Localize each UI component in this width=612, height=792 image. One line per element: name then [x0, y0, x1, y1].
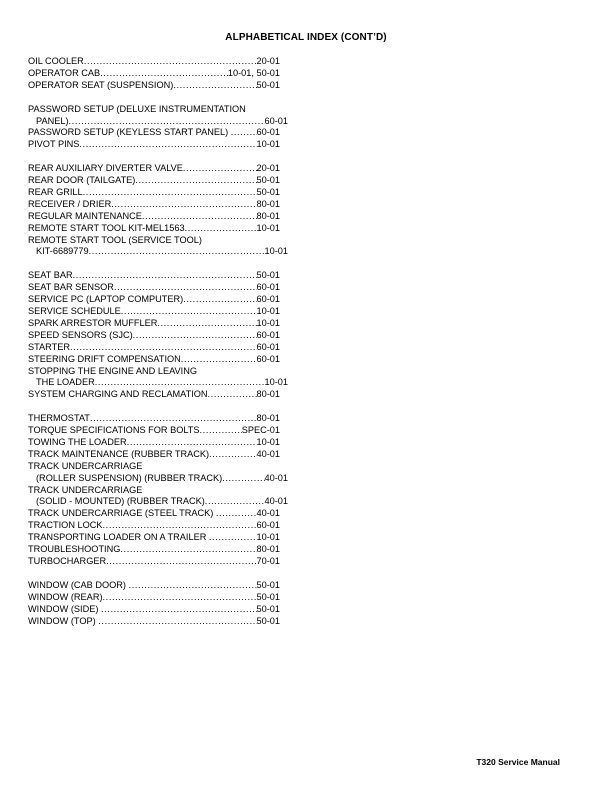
index-entry	[28, 449, 280, 461]
index-entry-page: 60-01	[256, 282, 280, 293]
dot-leader	[183, 294, 256, 306]
dot-leader	[84, 56, 257, 68]
dot-leader	[73, 270, 257, 282]
index-entry-name: STEERING DRIFT COMPENSATION	[28, 353, 181, 364]
dot-leader	[98, 616, 256, 628]
index-entry	[28, 246, 288, 258]
index-entry	[28, 127, 280, 139]
index-entry	[28, 520, 280, 532]
index-entry-name: SPARK ARRESTOR MUFFLER	[28, 317, 158, 328]
index-entry-name: SYSTEM CHARGING AND RECLAMATION	[28, 389, 208, 400]
index-entry-page: 50-01	[256, 603, 280, 614]
index-entry	[28, 56, 280, 68]
index-entry	[28, 437, 280, 449]
index-entry-page: 10-01	[264, 377, 288, 388]
dot-leader	[173, 80, 256, 92]
index-entry-page: 10-01	[256, 222, 280, 233]
dot-leader	[127, 437, 257, 449]
dot-leader	[90, 413, 257, 425]
index-entry-name: RECEIVER / DRIER	[28, 198, 112, 209]
index-entry	[28, 496, 288, 508]
index-entry	[28, 294, 280, 306]
index-entry-name: REAR DOOR (TAILGATE)	[28, 175, 136, 186]
dot-leader	[208, 389, 257, 401]
dot-leader	[135, 175, 256, 187]
index-entry	[28, 592, 280, 604]
index-entry-name: TRACK UNDERCARRIAGE (STEEL TRACK)	[28, 508, 216, 519]
index-entry-page: 80-01	[256, 198, 280, 209]
index-entry-name: REGULAR MAINTENANCE	[28, 210, 142, 221]
index-entry	[28, 115, 288, 128]
dot-leader	[231, 127, 257, 139]
dot-leader	[120, 544, 256, 556]
index-entry-heading: STOPPING THE ENGINE AND LEAVING	[28, 365, 197, 376]
index-entry-page: 10-01	[256, 532, 280, 543]
index-entry-name: SEAT BAR	[28, 270, 73, 281]
index-entry	[28, 306, 280, 318]
index-entry-page: 40-01	[256, 448, 280, 459]
index-entry-page: 60-01	[256, 520, 280, 531]
index-entry-page: 60-01	[264, 115, 288, 126]
index-entry-page: 60-01	[256, 341, 280, 352]
index-entry-name: (SOLID - MOUNTED) (RUBBER TRACK)	[36, 496, 205, 507]
index-entry	[28, 508, 280, 520]
index-entry-name: KIT-6689779	[36, 246, 89, 257]
index-entry-heading: TRACK UNDERCARRIAGE	[28, 460, 143, 471]
index-entry	[28, 616, 280, 628]
index-group	[28, 103, 288, 152]
index-entry	[28, 532, 280, 544]
index-entry-name: PANEL)	[36, 115, 69, 126]
index-entry-name: THERMOSTAT	[28, 413, 90, 424]
dot-leader	[100, 68, 228, 80]
index-entry	[28, 80, 280, 92]
index-entry-page: 60-01	[256, 127, 280, 138]
index-entry-name: OPERATOR SEAT (SUSPENSION)	[28, 79, 174, 90]
index-entry-name: (ROLLER SUSPENSION) (RUBBER TRACK)	[36, 472, 223, 483]
index-entry-name: OPERATOR CAB	[28, 67, 101, 78]
index-entry-name: SERVICE SCHEDULE	[28, 305, 121, 316]
dot-leader	[83, 187, 257, 199]
index-entry-page: 50-01	[256, 79, 280, 90]
index-entry-name: TRACK MAINTENANCE (RUBBER TRACK)	[28, 448, 210, 459]
index-group	[28, 163, 288, 258]
index-entry-page: 10-01	[256, 317, 280, 328]
index-entry-name: TORQUE SPECIFICATIONS FOR BOLTS	[28, 425, 200, 436]
index-group	[28, 270, 288, 401]
index-entry	[28, 354, 280, 366]
index-entry	[28, 68, 280, 80]
dot-leader	[95, 377, 265, 389]
dot-leader	[181, 354, 257, 366]
index-entry-page: 50-01	[256, 591, 280, 602]
index-entry-name: STARTER	[28, 341, 71, 352]
index-entry-page: 10-01	[256, 139, 280, 150]
index-entry-page: 40-01	[264, 496, 288, 507]
index-entry-name: TRANSPORTING LOADER ON A TRAILER	[28, 532, 209, 543]
index-entry-page: 80-01	[256, 389, 280, 400]
dot-leader	[200, 425, 242, 437]
index-entry-page: 70-01	[256, 556, 280, 566]
index-entry	[28, 223, 280, 235]
index-entry-name: THE LOADER	[36, 377, 95, 388]
dot-leader	[129, 580, 257, 592]
index-entry-name: REMOTE START TOOL KIT-MEL1563	[28, 222, 185, 233]
index-list	[28, 56, 288, 639]
index-entry	[28, 330, 280, 342]
index-entry	[28, 199, 280, 211]
footer-manual-title: T320 Service Manual	[476, 757, 560, 767]
index-entry-name: SEAT BAR SENSOR	[28, 282, 114, 293]
index-entry-name: WINDOW (SIDE)	[28, 603, 101, 614]
index-entry	[28, 163, 280, 175]
dot-leader	[121, 306, 257, 318]
dot-leader	[157, 318, 256, 330]
index-entry-page: SPEC-01	[241, 425, 280, 436]
index-entry-page: 50-01	[256, 579, 280, 590]
dot-leader	[69, 116, 265, 128]
index-entry-name: WINDOW (TOP)	[28, 615, 99, 626]
index-entry-name: TURBOCHARGER	[28, 556, 107, 566]
index-entry-heading: TRACK UNDERCARRIAGE	[28, 484, 143, 495]
index-group	[28, 580, 280, 628]
dot-leader	[103, 592, 257, 604]
index-entry	[28, 282, 280, 294]
dot-leader	[185, 223, 257, 235]
index-entry-name: SERVICE PC (LAPTOP COMPUTER)	[28, 294, 184, 305]
index-entry	[28, 270, 280, 282]
page-title: ALPHABETICAL INDEX (CONT’D)	[225, 32, 387, 43]
index-group	[28, 56, 280, 92]
index-entry-page: 80-01	[256, 544, 280, 555]
index-entry-name: PASSWORD SETUP (KEYLESS START PANEL)	[28, 127, 231, 138]
dot-leader	[114, 282, 257, 294]
index-entry-page: 10-01, 50-01	[227, 67, 280, 78]
dot-leader	[209, 449, 256, 461]
dot-leader	[183, 163, 257, 175]
index-entry-page: 40-01	[264, 472, 288, 483]
index-entry-page: 20-01	[256, 56, 280, 66]
index-entry-page: 60-01	[256, 353, 280, 364]
dot-leader	[70, 342, 256, 354]
index-entry-page: 10-01	[256, 436, 280, 447]
dot-leader	[79, 139, 256, 151]
index-entry-page: 60-01	[256, 294, 280, 305]
index-entry-page: 60-01	[256, 329, 280, 340]
dot-leader	[111, 199, 256, 211]
index-entry-page: 80-01	[256, 210, 280, 221]
index-entry-page: 10-01	[256, 305, 280, 316]
index-entry-name: SPEED SENSORS (SJC)	[28, 329, 133, 340]
dot-leader	[106, 556, 256, 568]
index-entry-name: REAR AUXILIARY DIVERTER VALVE	[28, 163, 183, 174]
dot-leader	[222, 473, 264, 485]
index-entry-page: 50-01	[256, 186, 280, 197]
dot-leader	[103, 520, 257, 532]
index-entry	[28, 580, 280, 592]
index-entry	[28, 187, 280, 199]
index-entry	[28, 472, 288, 485]
index-entry-page: 50-01	[256, 175, 280, 186]
index-entry-name: REAR GRILL	[28, 186, 83, 197]
index-entry	[28, 342, 280, 354]
index-entry	[28, 175, 280, 187]
index-entry-name: TOWING THE LOADER	[28, 436, 127, 447]
dot-leader	[209, 532, 257, 544]
index-entry-page: 10-01	[264, 246, 288, 257]
index-entry-page: 20-01	[256, 163, 280, 174]
index-entry-name: WINDOW (REAR)	[28, 591, 103, 602]
index-entry-heading: REMOTE START TOOL (SERVICE TOOL)	[28, 234, 202, 245]
index-entry	[28, 389, 280, 401]
index-entry	[28, 413, 280, 425]
index-entry-name: PIVOT PINS	[28, 139, 80, 150]
index-entry-page: 80-01	[256, 413, 280, 424]
index-entry	[28, 211, 280, 223]
dot-leader	[205, 496, 265, 508]
index-entry-name: OIL COOLER	[28, 56, 84, 66]
index-entry-page: 50-01	[256, 615, 280, 626]
index-entry	[28, 318, 280, 330]
dot-leader	[101, 604, 257, 616]
index-entry-name: WINDOW (CAB DOOR)	[28, 579, 129, 590]
index-entry-name: TRACTION LOCK	[28, 520, 103, 531]
dot-leader	[89, 246, 265, 258]
index-entry	[28, 604, 280, 616]
index-entry	[28, 544, 280, 556]
index-entry	[28, 556, 280, 568]
index-group	[28, 413, 288, 568]
index-entry	[28, 377, 288, 389]
dot-leader	[216, 508, 257, 520]
index-entry-name: TROUBLESHOOTING	[28, 544, 121, 555]
index-entry	[28, 425, 280, 437]
index-entry-page: 40-01	[256, 508, 280, 519]
dot-leader	[142, 211, 257, 223]
index-entry-page: 50-01	[256, 270, 280, 281]
index-entry-heading: PASSWORD SETUP (DELUXE INSTRUMENTATION	[28, 103, 246, 114]
index-entry	[28, 139, 280, 151]
dot-leader	[133, 330, 257, 342]
